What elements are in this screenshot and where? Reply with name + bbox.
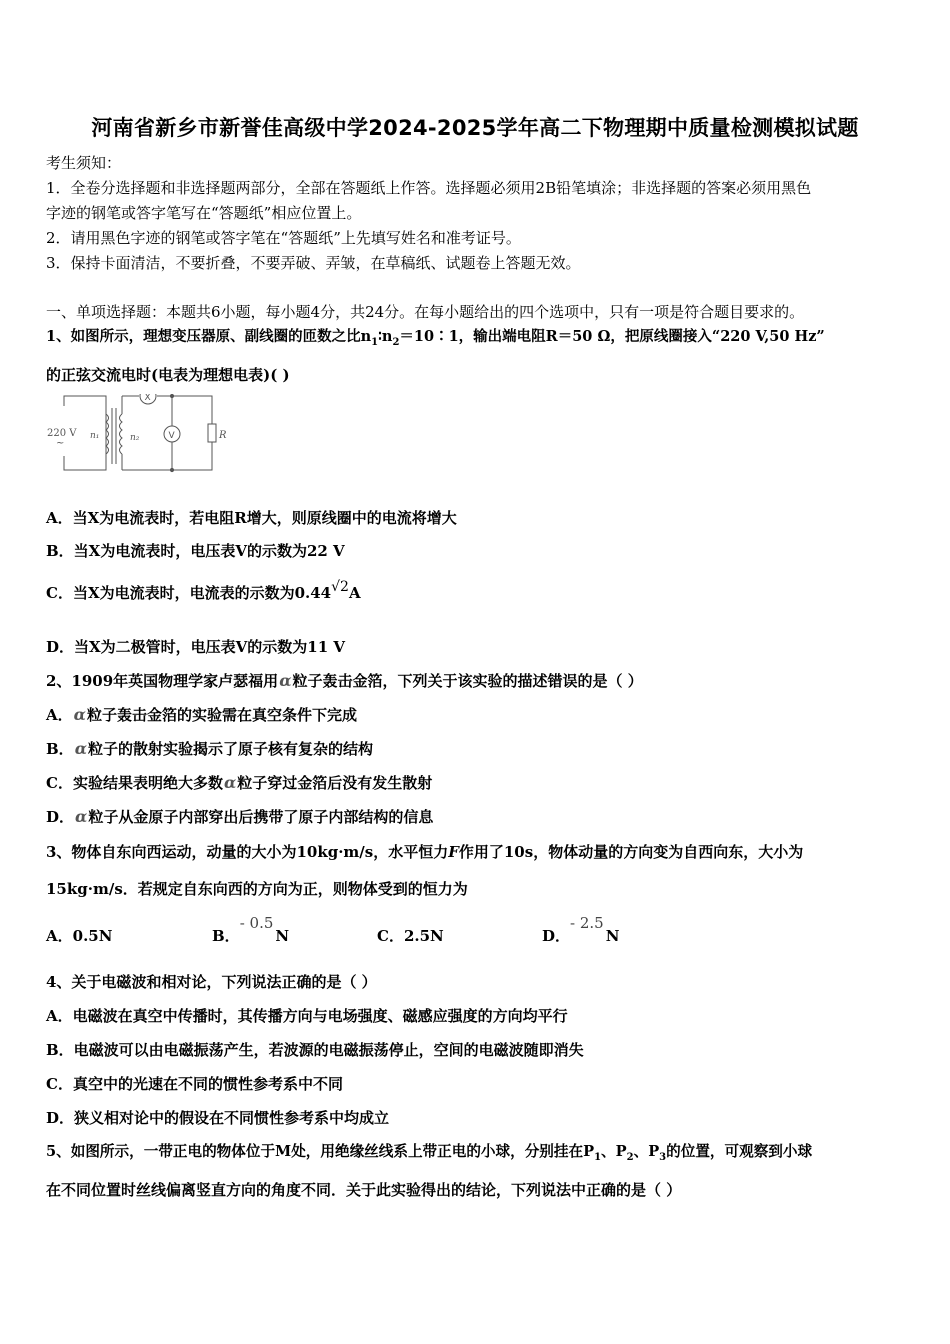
resistor-label: R [219, 430, 227, 441]
notice-item-1b: 字迹的钢笔或答字笔写在“答题纸”相应位置上。 [46, 204, 362, 222]
source-symbol: ~ [56, 438, 65, 449]
q2-option-b: B．α粒子的散射实验揭示了原子核有复杂的结构 [46, 739, 374, 758]
q1-option-c: C．当X为电流表时，电流表的示数为0.44√2A [46, 579, 361, 602]
q4-stem: 4、关于电磁波和相对论，下列说法正确的是（ ） [46, 973, 377, 991]
q2-stem: 2、1909年英国物理学家卢瑟福用α粒子轰击金箔，下列关于该实验的描述错误的是（ ） [46, 671, 643, 690]
q5-stem-line1: 5、如图所示，一带正电的物体位于M处，用绝缘丝线系上带正电的小球，分别挂在$P_1$、$P_2$、$P_3$的位置，可观察到小球 [46, 1143, 813, 1163]
q1-option-a: A．当X为电流表时，若电阻R增大，则原线圈中的电流将增大 [46, 509, 457, 527]
page-title: 河南省新乡市新誉佳高级中学2024-2025学年高二下物理期中质量检测模拟试题 [91, 116, 859, 140]
q4-option-c: C．真空中的光速在不同的惯性参考系中不同 [46, 1075, 343, 1093]
q2-option-c: C．实验结果表明绝大多数α粒子穿过金箔后没有发生散射 [46, 773, 433, 792]
q3-stem-line2: 15kg·m/s．若规定自东向西的方向为正，则物体受到的恒力为 [46, 880, 468, 898]
q1-stem-line1: 1、如图所示，理想变压器原、副线圈的匝数之比$n_1∶n_2=10∶1$，输出端电阻R＝50 Ω，把原线圈接入“220 V,50 Hz” [46, 328, 825, 348]
q5-stem-line2: 在不同位置时丝线偏离竖直方向的角度不同．关于此实验得出的结论，下列说法中正确的是（ ） [46, 1181, 682, 1199]
source-label: 220 V [47, 428, 77, 439]
q3-option-a: A．0.5N [46, 927, 113, 945]
n1-label: n₁ [90, 431, 100, 441]
q4-option-d: D．狭义相对论中的假设在不同惯性参考系中均成立 [46, 1109, 390, 1127]
q3-stem-line1: 3、物体自东向西运动，动量的大小为10kg·m/s，水平恒力F作用了10s，物体动量的方向变为自西向东，大小为 [46, 843, 804, 861]
notice-item-2: 2．请用黑色字迹的钢笔或答字笔在“答题纸”上先填写姓名和准考证号。 [46, 229, 521, 247]
notice-item-3: 3．保持卡面清洁，不要折叠，不要弄破、弄皱，在草稿纸、试题卷上答题无效。 [46, 254, 581, 272]
q1-stem-line2: 的正弦交流电时(电表为理想电表)( ) [46, 366, 290, 384]
n2-label: n₂ [130, 433, 140, 443]
q3-option-d: D．- 2.5N [542, 914, 620, 945]
meter-x-label: X [144, 394, 151, 403]
q3-option-b: B．- 0.5N [212, 914, 290, 945]
q3-option-c: C．2.5N [377, 927, 444, 945]
voltmeter-label: V [168, 431, 175, 441]
q1-option-b: B．当X为电流表时，电压表V的示数为22 V [46, 542, 345, 560]
q4-option-a: A．电磁波在真空中传播时，其传播方向与电场强度、磁感应强度的方向均平行 [46, 1007, 568, 1025]
q1-option-d: D．当X为二极管时，电压表V的示数为11 V [46, 638, 346, 656]
q4-option-b: B．电磁波可以由电磁振荡产生，若波源的电磁振荡停止，空间的电磁波随即消失 [46, 1041, 584, 1059]
notice-item-1a: 1．全卷分选择题和非选择题两部分，全部在答题纸上作答。选择题必须用2B铅笔填涂；非选择题的答案必须用黑色 [46, 179, 812, 197]
q2-option-a: A．α粒子轰击金箔的实验需在真空条件下完成 [46, 705, 357, 724]
q2-option-d: D．α粒子从金原子内部穿出后携带了原子内部结构的信息 [46, 807, 434, 826]
transformer-circuit-figure [44, 394, 234, 478]
section-heading: 一、单项选择题：本题共6小题，每小题4分，共24分。在每小题给出的四个选项中，只有一项是符合题目要求的。 [46, 303, 805, 321]
notice-heading: 考生须知： [46, 154, 122, 172]
